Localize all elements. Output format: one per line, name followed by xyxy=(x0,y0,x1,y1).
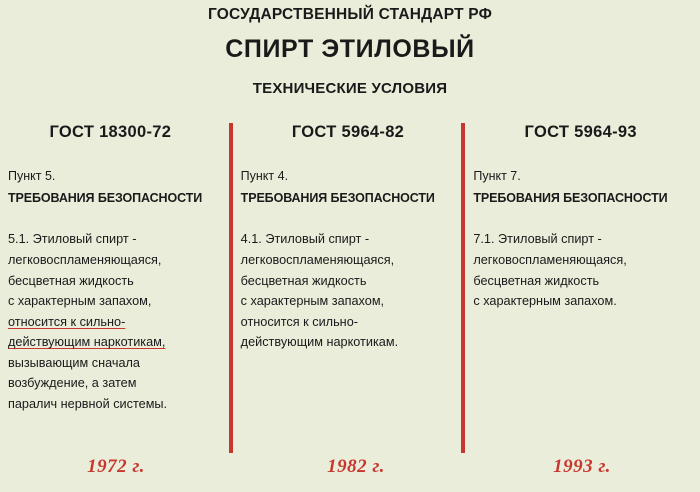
column-divider-rule xyxy=(461,123,465,453)
document-title: СПИРТ ЭТИЛОВЫЙ xyxy=(225,34,475,63)
gost-number: ГОСТ 18300-72 xyxy=(49,123,172,142)
clause-line: 5.1. Этиловый спирт - xyxy=(8,232,137,247)
document-subtitle: ТЕХНИЧЕСКИЕ УСЛОВИЯ xyxy=(252,80,448,98)
clause-line: возбуждение, а затем xyxy=(8,376,137,391)
clause-number xyxy=(473,168,688,186)
clause-number-text: Пункт 5. xyxy=(8,169,56,184)
clause-line: бесцветная жидкость xyxy=(240,273,367,288)
clause-line: вызывающим сначала xyxy=(8,355,140,370)
standard-column-gost-5964-93 xyxy=(461,123,694,414)
clause-line-highlighted: относится к сильно- xyxy=(8,314,126,329)
safety-requirements-heading: ТРЕБОВАНИЯ БЕЗОПАСНОСТИ xyxy=(8,190,203,205)
clause-body xyxy=(8,229,223,414)
gost-number: ГОСТ 5964-82 xyxy=(291,123,405,142)
gost-number: ГОСТ 5964-93 xyxy=(524,123,637,142)
year-label: 1982 г. xyxy=(327,456,385,477)
clause-line: с характерным запахом, xyxy=(240,294,385,309)
safety-requirements-heading: ТРЕБОВАНИЯ БЕЗОПАСНОСТИ xyxy=(240,190,435,205)
clause-number-text: Пункт 4. xyxy=(240,169,289,184)
clause-line: 4.1. Этиловый спирт - xyxy=(240,232,370,247)
clause-line: легковоспламеняющаяся, xyxy=(473,252,627,267)
clause-number-text: Пункт 7. xyxy=(473,169,521,184)
clause-line: действующим наркотикам. xyxy=(240,335,399,350)
document-organization: ГОСУДАРСТВЕННЫЙ СТАНДАРТ РФ xyxy=(207,6,493,23)
standards-columns xyxy=(0,123,700,414)
clause-line: с характерным запахом, xyxy=(8,294,152,309)
clause-line: с характерным запахом. xyxy=(473,294,617,309)
clause-line: бесцветная жидкость xyxy=(8,273,134,288)
standard-column-gost-18300-72 xyxy=(4,123,229,414)
clause-line: бесцветная жидкость xyxy=(473,273,600,288)
year-label: 1972 г. xyxy=(87,456,145,477)
clause-number xyxy=(8,168,223,186)
clause-line: легковоспламеняющаяся, xyxy=(240,252,395,267)
clause-line: легковоспламеняющаяся, xyxy=(8,252,162,267)
clause-number xyxy=(241,168,456,186)
years-row xyxy=(0,456,700,478)
clause-line: паралич нервной системы. xyxy=(8,396,168,411)
clause-body xyxy=(241,229,456,352)
clause-body xyxy=(473,229,688,311)
clause-line: относится к сильно- xyxy=(240,314,358,329)
standard-column-gost-5964-82 xyxy=(229,123,462,414)
clause-line: 7.1. Этиловый спирт - xyxy=(473,232,602,247)
safety-requirements-heading: ТРЕБОВАНИЯ БЕЗОПАСНОСТИ xyxy=(473,190,668,205)
clause-line-highlighted: действующим наркотикам, xyxy=(8,335,166,350)
column-divider-rule xyxy=(229,123,233,453)
year-label: 1993 г. xyxy=(553,456,611,477)
document-header xyxy=(0,0,700,97)
